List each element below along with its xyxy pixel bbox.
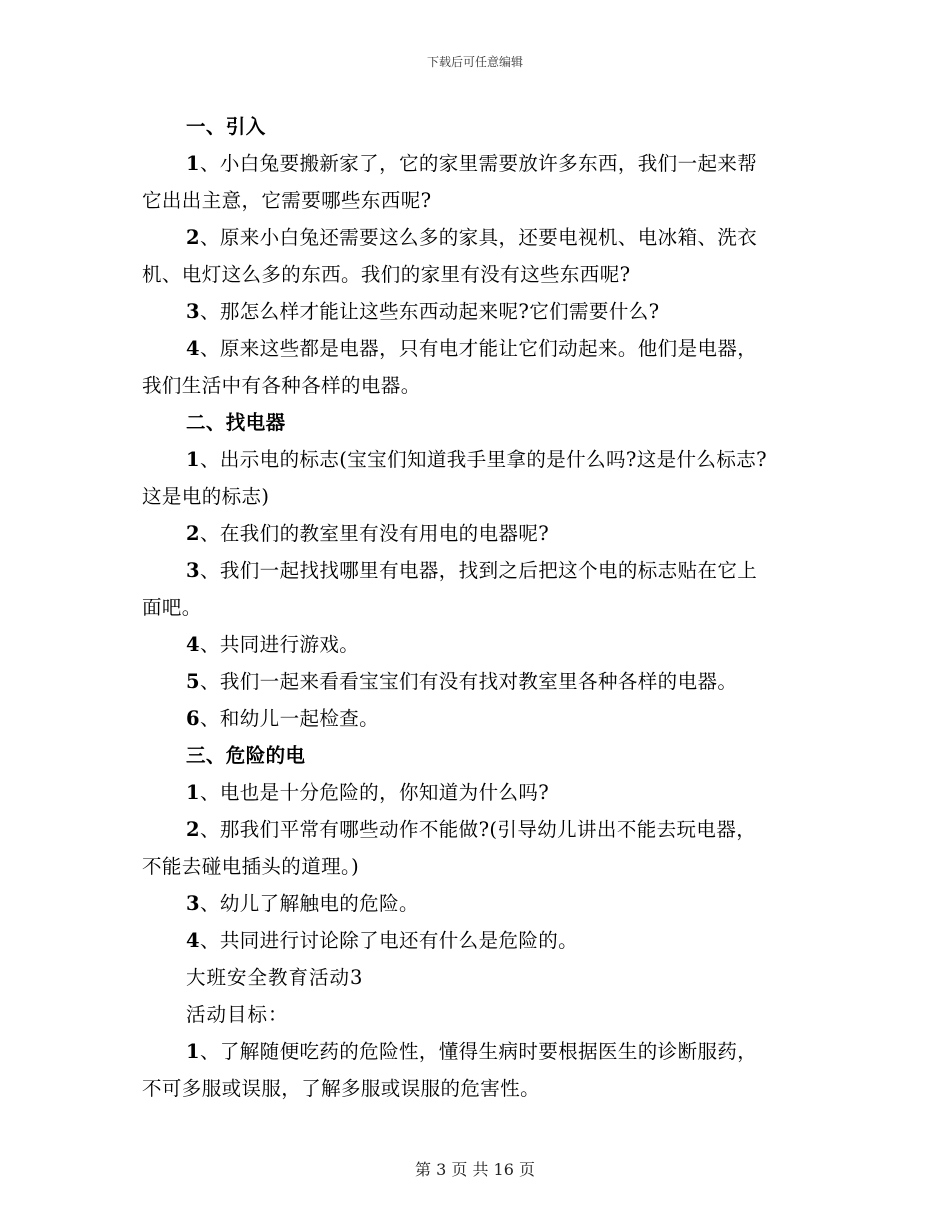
line-text: 、原来小白兔还需要这么多的家具，还要电视机、电冰箱、洗衣 — [199, 226, 758, 249]
paragraph-line — [142, 922, 810, 959]
page-footer: 第 3 页 共 16 页 — [415, 1160, 535, 1179]
paragraph-line — [142, 1070, 810, 1107]
item-number: 2 — [186, 522, 200, 545]
line-text: 、了解随便吃药的危险性，懂得生病时要根据医生的诊断服药， — [199, 1040, 758, 1063]
line-text: 、在我们的教室里有没有用电的电器呢? — [199, 522, 550, 545]
item-number: 4 — [186, 337, 200, 360]
line-text: 、幼儿了解触电的危险。 — [199, 892, 419, 915]
line-text: 、原来这些都是电器，只有电才能让它们动起来。他们是电器， — [199, 337, 758, 360]
line-text: 大班安全教育活动3 — [186, 966, 364, 989]
item-number: 3 — [186, 892, 200, 915]
item-number: 1 — [186, 448, 200, 471]
line-text: 这是电的标志) — [142, 485, 270, 508]
paragraph-line — [142, 552, 810, 589]
item-number: 4 — [186, 633, 200, 656]
paragraph-line — [142, 219, 810, 256]
line-text: 、那我们平常有哪些动作不能做?(引导幼儿讲出不能去玩电器， — [199, 818, 757, 841]
paragraph-line — [142, 848, 810, 885]
line-text: 、小白兔要搬新家了，它的家里需要放许多东西，我们一起来帮 — [199, 152, 758, 175]
item-number: 1 — [186, 152, 200, 175]
paragraph-line — [142, 441, 810, 478]
paragraph-line — [142, 885, 810, 922]
paragraph-line — [142, 182, 810, 219]
paragraph-line — [142, 256, 810, 293]
paragraph-line — [142, 330, 810, 367]
item-number: 3 — [186, 300, 200, 323]
line-text: 、共同进行游戏。 — [199, 633, 360, 656]
paragraph-line — [142, 700, 810, 737]
item-number: 1 — [186, 1040, 200, 1063]
section-heading — [142, 404, 810, 441]
paragraph-line — [142, 293, 810, 330]
item-number: 1 — [186, 781, 200, 804]
item-number: 4 — [186, 929, 200, 952]
line-text: 、我们一起找找哪里有电器，找到之后把这个电的标志贴在它上 — [199, 559, 758, 582]
line-text: 它出出主意，它需要哪些东西呢? — [142, 189, 432, 212]
section-heading — [142, 108, 810, 145]
page-header: 下载后可任意编辑 — [426, 55, 523, 69]
line-text: 不可多服或误服，了解多服或误服的危害性。 — [142, 1077, 541, 1100]
paragraph-line — [142, 478, 810, 515]
line-text: 、出示电的标志(宝宝们知道我手里拿的是什么吗?这是什么标志? — [199, 448, 767, 471]
item-number: 2 — [186, 818, 200, 841]
item-number: 3 — [186, 559, 200, 582]
line-text: 、共同进行讨论除了电还有什么是危险的。 — [199, 929, 579, 952]
section-heading — [142, 737, 810, 774]
line-text: 、我们一起来看看宝宝们有没有找对教室里各种各样的电器。 — [199, 670, 738, 693]
paragraph-line — [142, 996, 810, 1033]
paragraph-line — [142, 367, 810, 404]
item-number: 5 — [186, 670, 200, 693]
line-text: 、电也是十分危险的，你知道为什么吗? — [199, 781, 550, 804]
line-text: 面吧。 — [142, 596, 202, 619]
paragraph-line — [142, 1033, 810, 1070]
line-text: 、和幼儿一起检查。 — [199, 707, 380, 730]
line-text: 一、引入 — [186, 115, 266, 138]
line-text: 机、电灯这么多的东西。我们的家里有没有这些东西呢? — [142, 263, 631, 286]
paragraph-line — [142, 774, 810, 811]
line-text: 、那怎么样才能让这些东西动起来呢?它们需要什么? — [199, 300, 660, 323]
line-text: 不能去碰电插头的道理。) — [142, 855, 360, 878]
paragraph-line — [142, 626, 810, 663]
item-number: 2 — [186, 226, 200, 249]
paragraph-line — [142, 145, 810, 182]
line-text: 二、找电器 — [186, 411, 286, 434]
paragraph-line — [142, 959, 810, 996]
document-body — [142, 108, 810, 1107]
paragraph-line — [142, 663, 810, 700]
line-text: 三、危险的电 — [186, 744, 306, 767]
line-text: 我们生活中有各种各样的电器。 — [142, 374, 421, 397]
paragraph-line — [142, 811, 810, 848]
line-text: 活动目标： — [186, 1003, 289, 1026]
paragraph-line — [142, 515, 810, 552]
item-number: 6 — [186, 707, 200, 730]
paragraph-line — [142, 589, 810, 626]
